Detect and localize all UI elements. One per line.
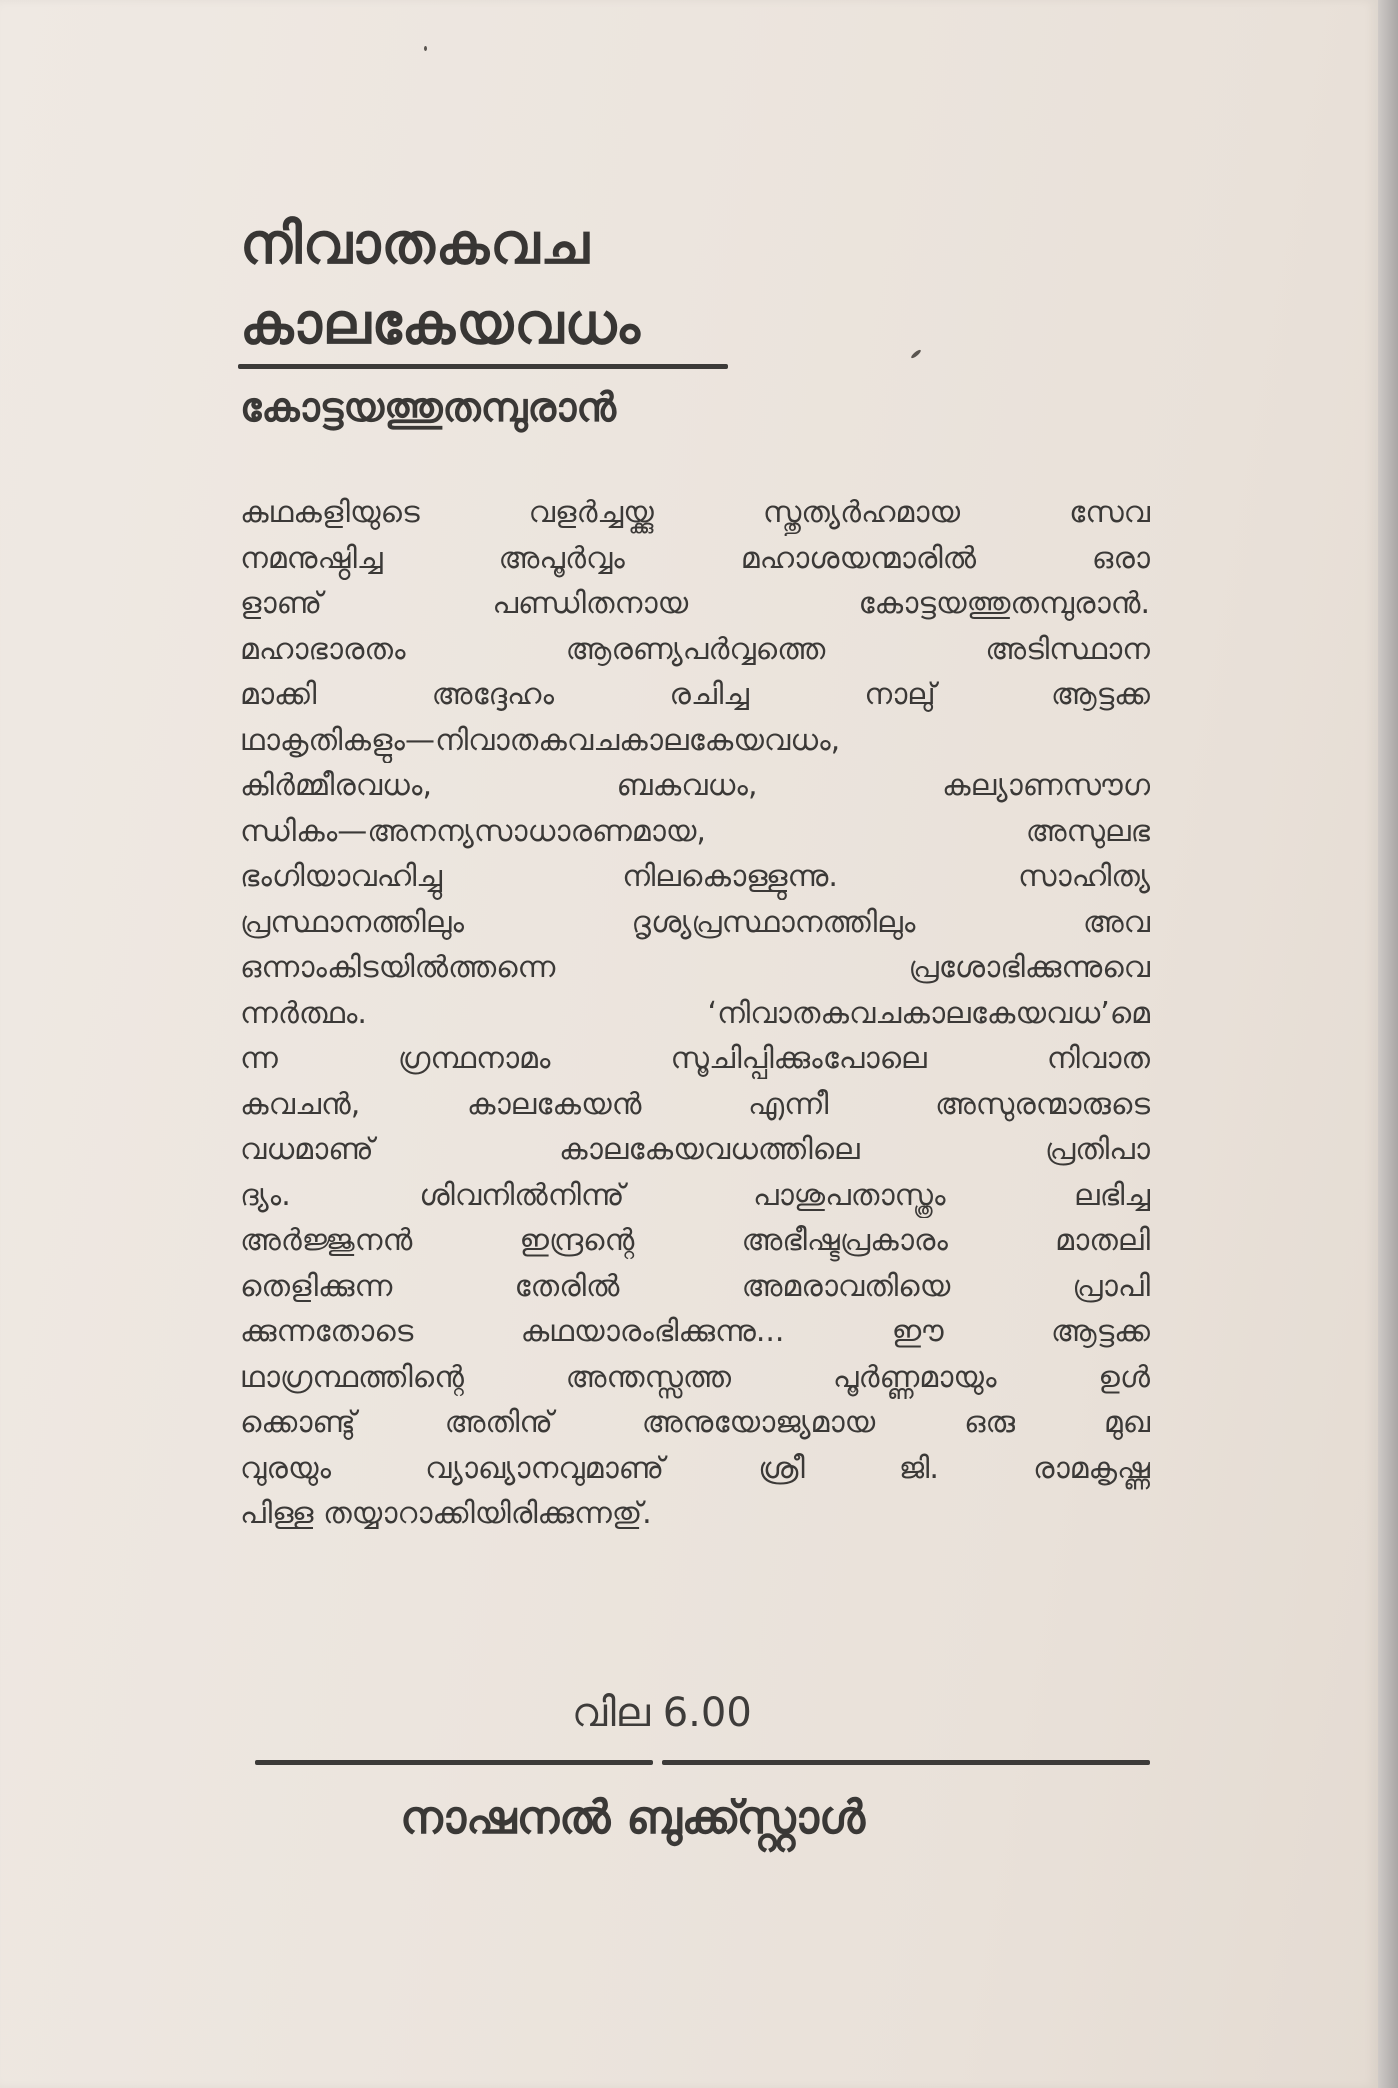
book-title-line-2: കാലകേയവധം xyxy=(240,292,641,357)
blurb-line: അർജ്ജുനൻ ഇന്ദ്രന്റെ അഭീഷ്ടപ്രകാരം മാതലി xyxy=(240,1223,1150,1258)
bottom-divider-left xyxy=(255,1760,653,1765)
blurb-line: മാക്കി അദ്ദേഹം രചിച്ച നാലു് ആട്ടക്ക xyxy=(240,677,1150,712)
blurb-line: ക്കുന്നതോടെ കഥയാരംഭിക്കുന്നു... ഈ ആട്ടക്ക xyxy=(240,1314,1150,1349)
publisher-name: നാഷനൽ ബുക്ക്സ്റ്റാൾ xyxy=(400,1790,866,1844)
blurb-line: കഥകളിയുടെ വളർച്ചയ്ക്കു സ്തുത്യർഹമായ സേവ xyxy=(240,495,1150,530)
blurb-line: ന്നർത്ഥം. ‘നിവാതകവചകാലകേയവധ’മെ xyxy=(240,995,1150,1031)
book-title-line-1: നിവാതകവച xyxy=(240,212,590,277)
blurb-line: ഥാകൃതികളും—നിവാതകവചകാലകേയവധം, xyxy=(240,722,841,758)
blurb-line: മഹാഭാരതം ആരണ്യപർവ്വത്തെ അടിസ്ഥാന xyxy=(240,631,1150,667)
blurb-line: നമനുഷ്ഠിച്ച അപൂർവ്വം മഹാശയന്മാരിൽ ഒരാ xyxy=(240,540,1150,576)
paper-speck xyxy=(424,46,427,51)
blurb-line: ക്കൊണ്ടു് അതിനു് അനുയോജ്യമായ ഒരു മുഖ xyxy=(240,1405,1150,1440)
author-name: കോട്ടയത്തുതമ്പുരാൻ xyxy=(240,385,616,431)
blurb-line: പിള്ള തയ്യാറാക്കിയിരിക്കുന്നതു്. xyxy=(240,1496,652,1531)
blurb-line: കവചൻ, കാലകേയൻ എന്നീ അസുരന്മാരുടെ xyxy=(240,1086,1150,1122)
blurb-line: പ്രസ്ഥാനത്തിലും ദൃശ്യപ്രസ്ഥാനത്തിലും അവ xyxy=(240,904,1150,940)
blurb-line: ന്ന ഗ്രന്ഥനാമം സൂചിപ്പിക്കുംപോലെ നിവാത xyxy=(240,1041,1150,1076)
blurb-line: ഥാഗ്രന്ഥത്തിന്റെ അന്തസ്സത്ത പൂർണ്ണമായും ഉൾ xyxy=(240,1359,1150,1395)
blurb-line: ഒന്നാംകിടയിൽത്തന്നെ പ്രശോഭിക്കുന്നുവെ xyxy=(240,950,1150,985)
blurb-line: ളാണു് പണ്ഡിതനായ കോട്ടയത്തുതമ്പുരാൻ. xyxy=(240,586,1150,621)
blurb-line: കിർമ്മീരവധം, ബകവധം, കല്യാണസൗഗ xyxy=(240,768,1150,803)
blurb-line: തെളിക്കുന്ന തേരിൽ അമരാവതിയെ പ്രാപി xyxy=(240,1268,1150,1304)
blurb-line: ഭംഗിയാവഹിച്ചു നിലകൊള്ളുന്നു. സാഹിത്യ xyxy=(240,859,1150,894)
blurb-line: വുരയും വ്യാഖ്യാനവുമാണു് ശ്രീ ജി. രാമകൃഷ്ണ xyxy=(240,1450,1150,1486)
blurb-paragraph xyxy=(240,490,1150,1537)
page-edge-shadow xyxy=(1378,0,1398,2088)
paper-speck xyxy=(910,349,922,360)
blurb-line: ദ്യം. ശിവനിൽനിന്നു് പാശുപതാസ്ത്രം ലഭിച്ച xyxy=(240,1177,1150,1213)
title-divider xyxy=(238,364,728,369)
price-label: വില 6.00 xyxy=(572,1690,752,1736)
blurb-line: വധമാണു് കാലകേയവധത്തിലെ പ്രതിപാ xyxy=(240,1132,1150,1167)
bottom-divider-right xyxy=(662,1760,1150,1765)
title-block xyxy=(240,205,860,365)
blurb-line: ന്ധികം—അനന്യസാധാരണമായ, അസുലഭ xyxy=(240,813,1150,849)
